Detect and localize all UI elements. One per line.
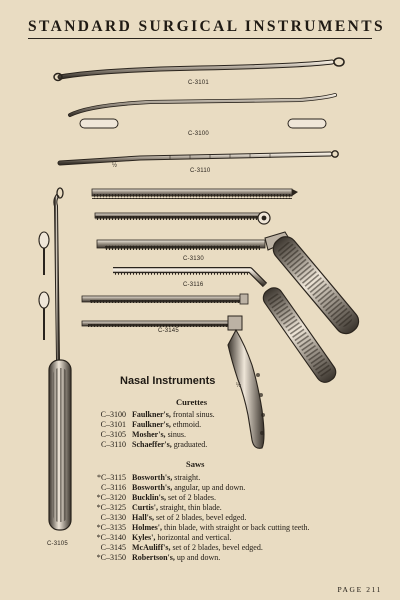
label-c3130: C-3130 [183, 256, 204, 262]
label-half-graduation: ½ [112, 163, 118, 169]
list-item: *C–3125 Curtis', straight, thin blade. [96, 503, 222, 512]
curette-c3110-drawing [60, 151, 338, 163]
list-item: C–3105 Mosher's, sinus. [100, 430, 187, 439]
saw-with-handle-drawing [95, 212, 270, 224]
saw-straight-small-drawing [82, 294, 248, 304]
label-c3101: C-3101 [188, 80, 209, 86]
list-item: *C–3120 Bucklin's, set of 2 blades. [96, 493, 217, 502]
list-item: *C–3115 Bosworth's, straight. [96, 473, 201, 482]
list-item: *C–3135 Holmes', thin blade, with straight or back cutting teeth. [96, 523, 310, 532]
curette-tip-details [39, 232, 49, 340]
curette-c3105-drawing [49, 188, 71, 530]
curette-c3100-drawing [70, 95, 335, 128]
list-item: C–3110 Schaeffer's, graduated. [100, 440, 208, 449]
saws-heading: Saws [186, 459, 205, 469]
list-item: C–3116 Bosworth's, angular, up and down. [100, 483, 246, 492]
label-c3145: C-3145 [158, 328, 179, 334]
list-item: C–3100 Faulkner's, frontal sinus. [100, 410, 215, 419]
list-item: C–3130 Hall's, set of 2 blades, bevel edged. [100, 513, 247, 522]
section-title: Nasal Instruments [120, 375, 216, 387]
list-item: *C–3150 Robertson's, up and down. [96, 553, 221, 562]
curette-c3101-drawing [54, 58, 344, 81]
list-item: *C–3140 Kyles', horizontal and vertical. [96, 533, 232, 542]
label-c3110: C-3110 [190, 168, 211, 174]
saw-blade-top-drawing [92, 189, 298, 199]
page-header-title: STANDARD SURGICAL INSTRUMENTS [28, 18, 385, 35]
label-half-saw: ½ [236, 383, 242, 389]
list-item: C–3145 McAuliff's, set of 2 blades, bevel edged. [100, 543, 263, 552]
page-number: PAGE 211 [337, 585, 382, 594]
label-c3100: C-3100 [188, 131, 209, 137]
label-c3105: C-3105 [47, 541, 68, 547]
curettes-heading: Curettes [176, 397, 207, 407]
list-item: C–3101 Faulkner's, ethmoid. [100, 420, 202, 429]
label-c3116: C-3116 [183, 282, 204, 288]
